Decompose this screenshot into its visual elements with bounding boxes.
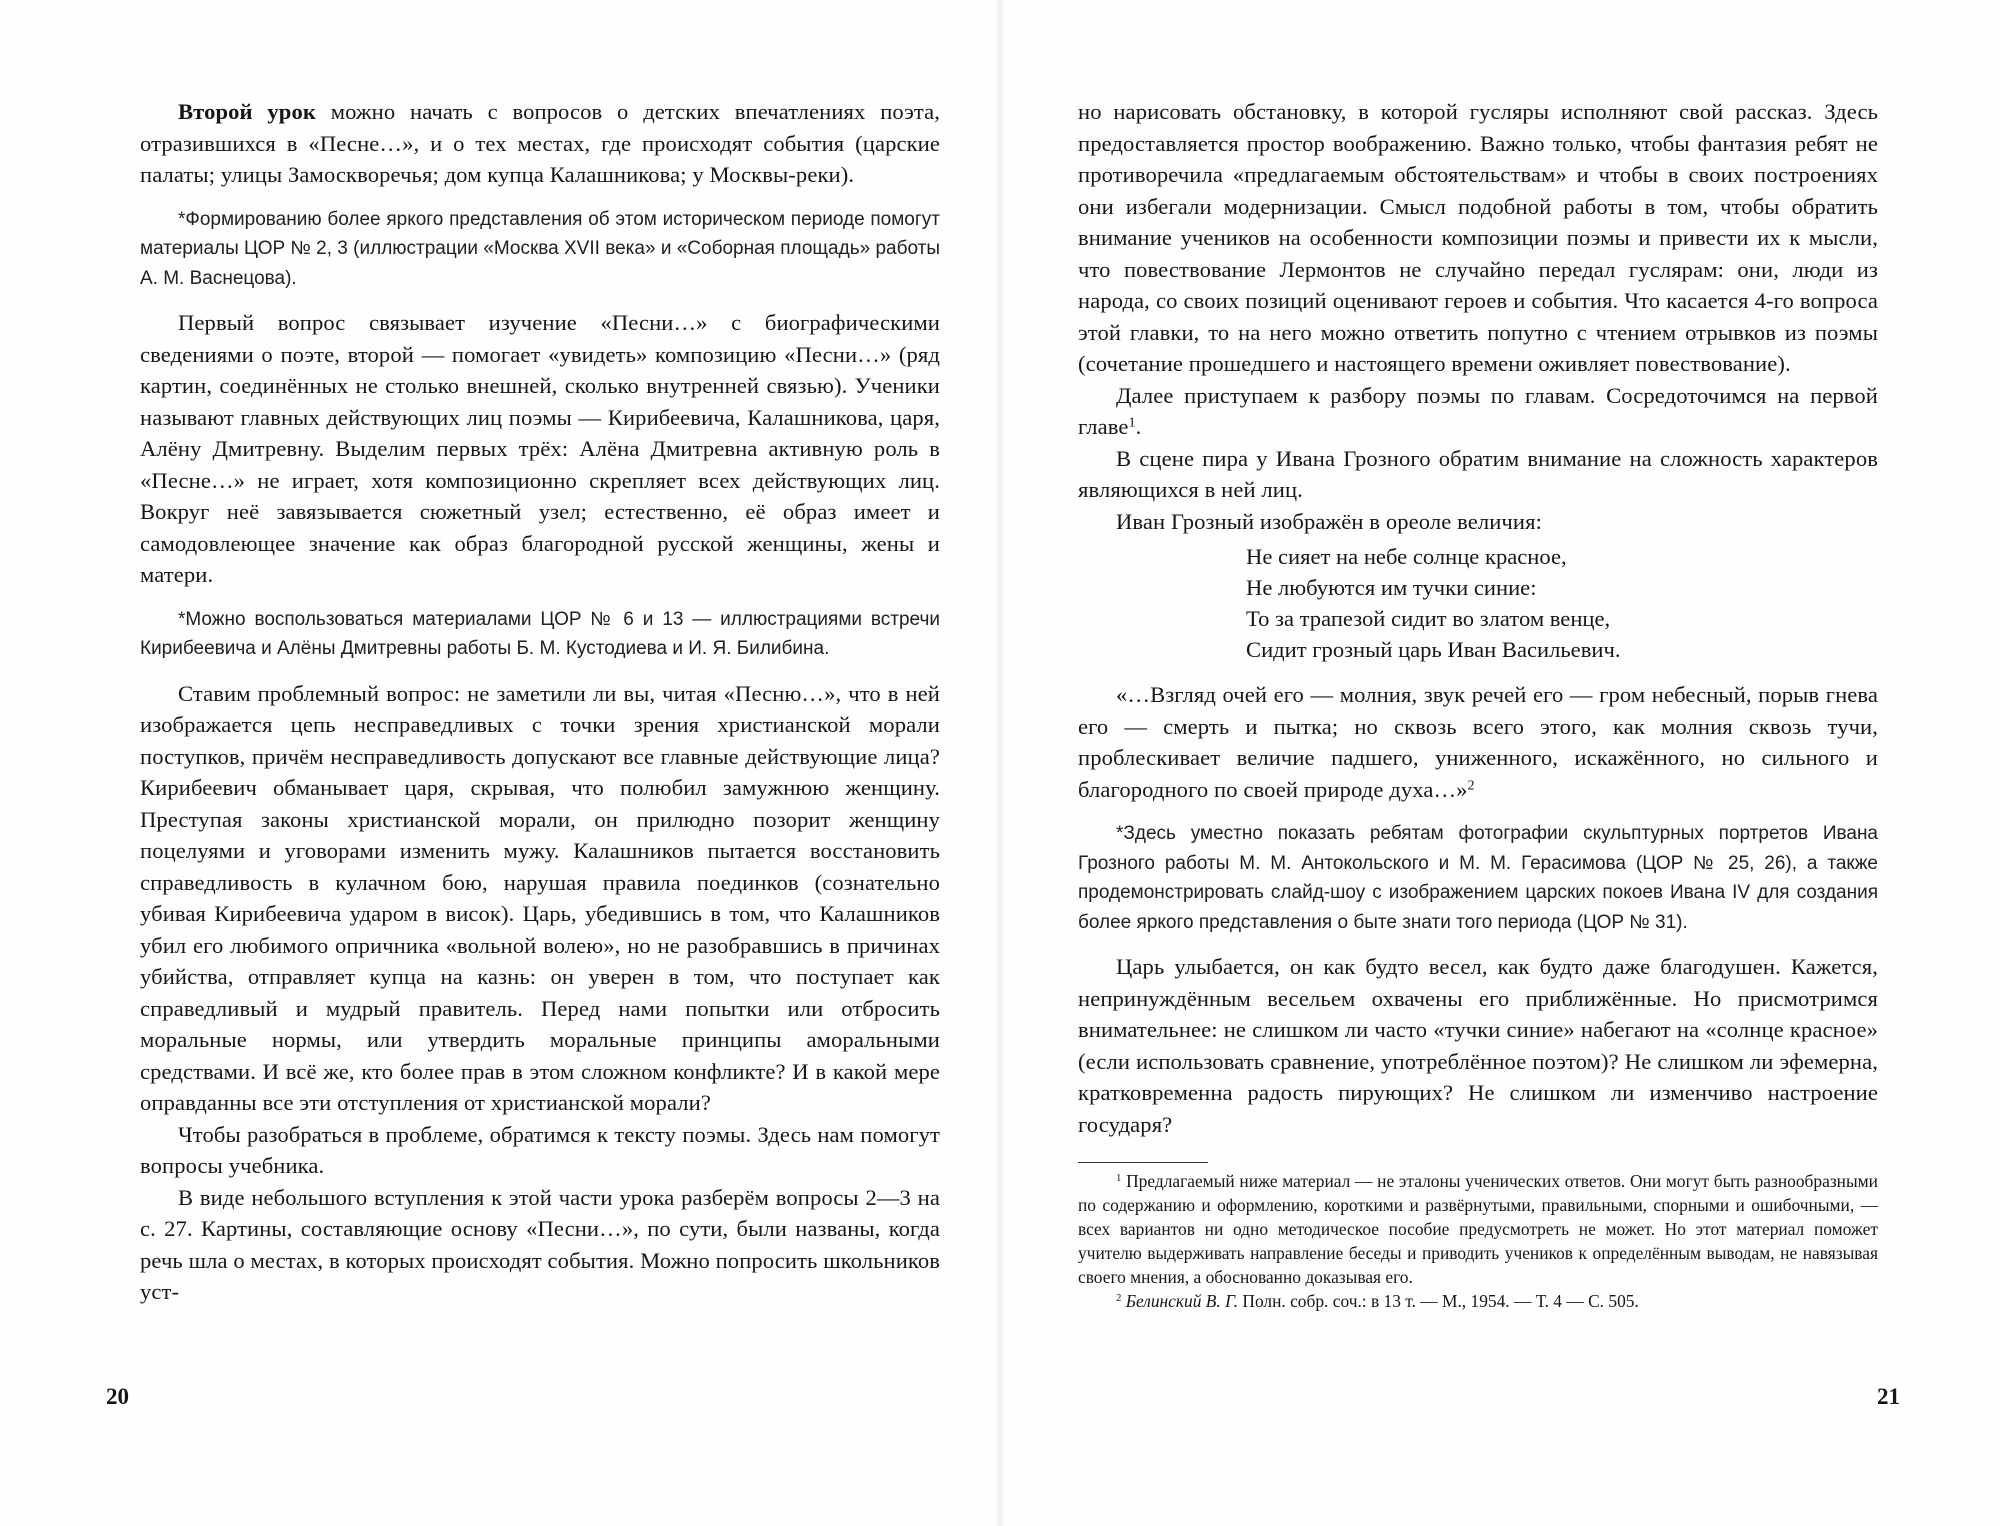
lesson-intro-text: можно начать с вопросов о детских впечатлениях поэта, отразившихся в «Песне…», и о тех местах, где происходят события (царские палаты; улицы Замоскворечья; дом купца Калашникова; у Москвы-реки). (140, 99, 940, 187)
left-page-column (140, 96, 940, 1308)
footnote-divider (1078, 1162, 1208, 1163)
footnote-2-author: Белинский В. Г. (1121, 1291, 1239, 1311)
footnote-2-mark: 2 (1116, 1292, 1122, 1305)
paragraph-tsar-mood: Царь улыбается, он как будто весел, как будто даже благодушен. Кажется, непринуждённым весельем охвачены его приближённые. Но присмотримся внимательнее: не слишком ли часто «тучки синие» набегают на «солнце красное» (если использовать сравнение, употреблённое поэтом)? Не слишком ли эфемерна, кратковременна радость пирующих? Не слишком ли изменчиво настроение государя? (1078, 954, 1878, 1137)
footnote-1 (1078, 1169, 1878, 1289)
chapters-text-end: . (1135, 414, 1142, 439)
paragraph-ivan-majesty: Иван Грозный изображён в ореоле величия: (1116, 508, 1542, 534)
chapters-text: Далее приступаем к разбору поэмы по главам. Сосредоточимся на первой главе (1078, 382, 1878, 439)
right-page (1002, 0, 2000, 1526)
paragraph-introduction-part: В виде небольшого вступления к этой части урока разберём вопросы 2—3 на с. 27. Картины, составляющие основу «Песни…», по сути, были названы, когда речь шла о местах, в которых происходят события. Можно попросить школьников уст- (140, 1184, 940, 1304)
paragraph-gusliars: но нарисовать обстановку, в которой гусляры исполняют свой рассказ. Здесь предоставляется простор воображению. Важно только, чтобы фантазия ребят не противоречила «предлагаемым обстоятельствам» и чтобы в своих построениях они избегали модернизации. Смысл подобной работы в том, чтобы обратить внимание учеников на особенности композиции поэмы и привести их к мысли, что повествование Лермонтов не случайно передал гуслярам: они, люди из народа, со своих позиций оценивают героев и события. Что касается 4-го вопроса этой главки, то на него можно ответить попутно с чтением отрывков из поэмы (сочетание прошедшего и настоящего времени оживляет повествование). (1078, 99, 1878, 376)
paragraph-lesson-intro (140, 96, 940, 191)
poem-quote (1246, 541, 1878, 665)
paragraph-text-reference: Чтобы разобраться в проблеме, обратимся к тексту поэмы. Здесь нам помогут вопросы учебника. (140, 1121, 940, 1178)
poem-line: То за трапезой сидит во златом венце, (1246, 606, 1611, 631)
page-number-right: 21 (1877, 1384, 1900, 1409)
footnote-2 (1078, 1289, 1878, 1313)
footnote-ref-2: 2 (1467, 777, 1475, 793)
footnote-ref-1: 1 (1128, 415, 1136, 431)
poem-line: Сидит грозный царь Иван Васильевич. (1246, 637, 1621, 662)
resource-note-3: *Здесь уместно показать ребятам фотографии скульптурных портретов Ивана Грозного работы М. М. Антокольского и М. М. Герасимова (ЦОР № 25, 26), а также продемонстрировать слайд-шоу с изображением царских покоев Ивана IV для создания более яркого представления о быте знати того периода (ЦОР № 31). (1078, 823, 1878, 933)
left-page (0, 0, 998, 1526)
lesson-lead: Второй урок (178, 99, 316, 124)
footnote-1-text: Предлагаемый ниже материал — не эталоны ученических ответов. Они могут быть разнообразными по содержанию и оформлению, короткими и развёрнутыми, правильными, спорными и ошибочными, — всех вариантов ни одно методическое пособие предусмотреть не может. Но этот материал поможет учителю выдерживать направление беседы и приводить учеников к определённым выводам, не навязывая своего мнения, а обоснованно доказывая его. (1078, 1171, 1878, 1287)
resource-note-2: *Можно воспользоваться материалами ЦОР № 6 и 13 — иллюстрациями встречи Кирибеевича и Алёны Дмитревны работы Б. М. Кустодиева и И. Я. Билибина. (140, 608, 940, 659)
paragraph-problem-question: Ставим проблемный вопрос: не заметили ли вы, читая «Песню…», что в ней изображается цепь несправедливых с точки зрения христианской морали поступков, причём несправедливость допускают все главные действующие лица? Кирибеевич обманывает царя, скрывая, что полюбил замужнюю женщину. Преступая законы христианской морали, он прилюдно позорит женщину поцелуями и уговорами изменить мужу. Калашников пытается восстановить справедливость в кулачном бою, нарушая правила поединков (сознательно убивая Кирибеевича ударом в висок). Царь, убедившись в том, что Калашников убил его любимого опричника «вольной волею», но не разобравшись в причинах убийства, отправляет купца на казнь: он уверен в том, что поступает как справедливый и мудрый правитель. Перед нами попытки или отбросить моральные нормы, или утвердить моральные принципы аморальными средствами. И всё же, кто более прав в этом сложном конфликте? И в какой мере оправданны все эти отступления от христианской морали? (140, 680, 940, 1115)
right-page-column (1078, 96, 1878, 1313)
footnote-1-mark: 1 (1116, 1172, 1122, 1185)
poem-line: Не любуются им тучки синие: (1246, 575, 1537, 600)
paragraph-characters: Первый вопрос связывает изучение «Песни…» с биографическими сведениями о поэте, второй — помогает «увидеть» композицию «Песни…» (ряд картин, соединённых не столько внешней, сколько внутренней связью). Ученики называют главных действующих лиц поэмы — Кирибеевича, Калашникова, царя, Алёну Дмитревну. Выделим первых трёх: Алёна Дмитревна активную роль в «Песне…» не играет, хотя композиционно скрепляет всех действующих лиц. Вокруг неё завязывается сюжетный узел; естественно, её образ имеет и самодовлеющее значение как образ благородной русской женщины, жены и матери. (140, 310, 940, 587)
poem-line: Не сияет на небе солнце красное, (1246, 544, 1567, 569)
paragraph-chapters (1078, 380, 1878, 443)
paragraph-feast-scene: В сцене пира у Ивана Грозного обратим внимание на сложность характеров являющихся в ней лиц. (1078, 445, 1878, 502)
belinsky-quote-text: «…Взгляд очей его — молния, звук речей его — гром небесный, порыв гнева его — смерть и пытка; но сквозь всего этого, как молния сквозь тучи, проблескивает величие падшего, униженного, искажённого, но сильного и благородного по своей природе духа…» (1078, 682, 1878, 802)
resource-note-1: *Формированию более яркого представления об этом историческом периоде помогут материалы ЦОР № 2, 3 (иллюстрации «Москва XVII века» и «Соборная площадь» работы А. М. Васнецова). (140, 208, 940, 289)
page-number-left: 20 (106, 1384, 129, 1409)
belinsky-quote (1078, 679, 1878, 805)
footnote-2-text: Полн. собр. соч.: в 13 т. — М., 1954. — Т. 4 — С. 505. (1238, 1291, 1639, 1311)
